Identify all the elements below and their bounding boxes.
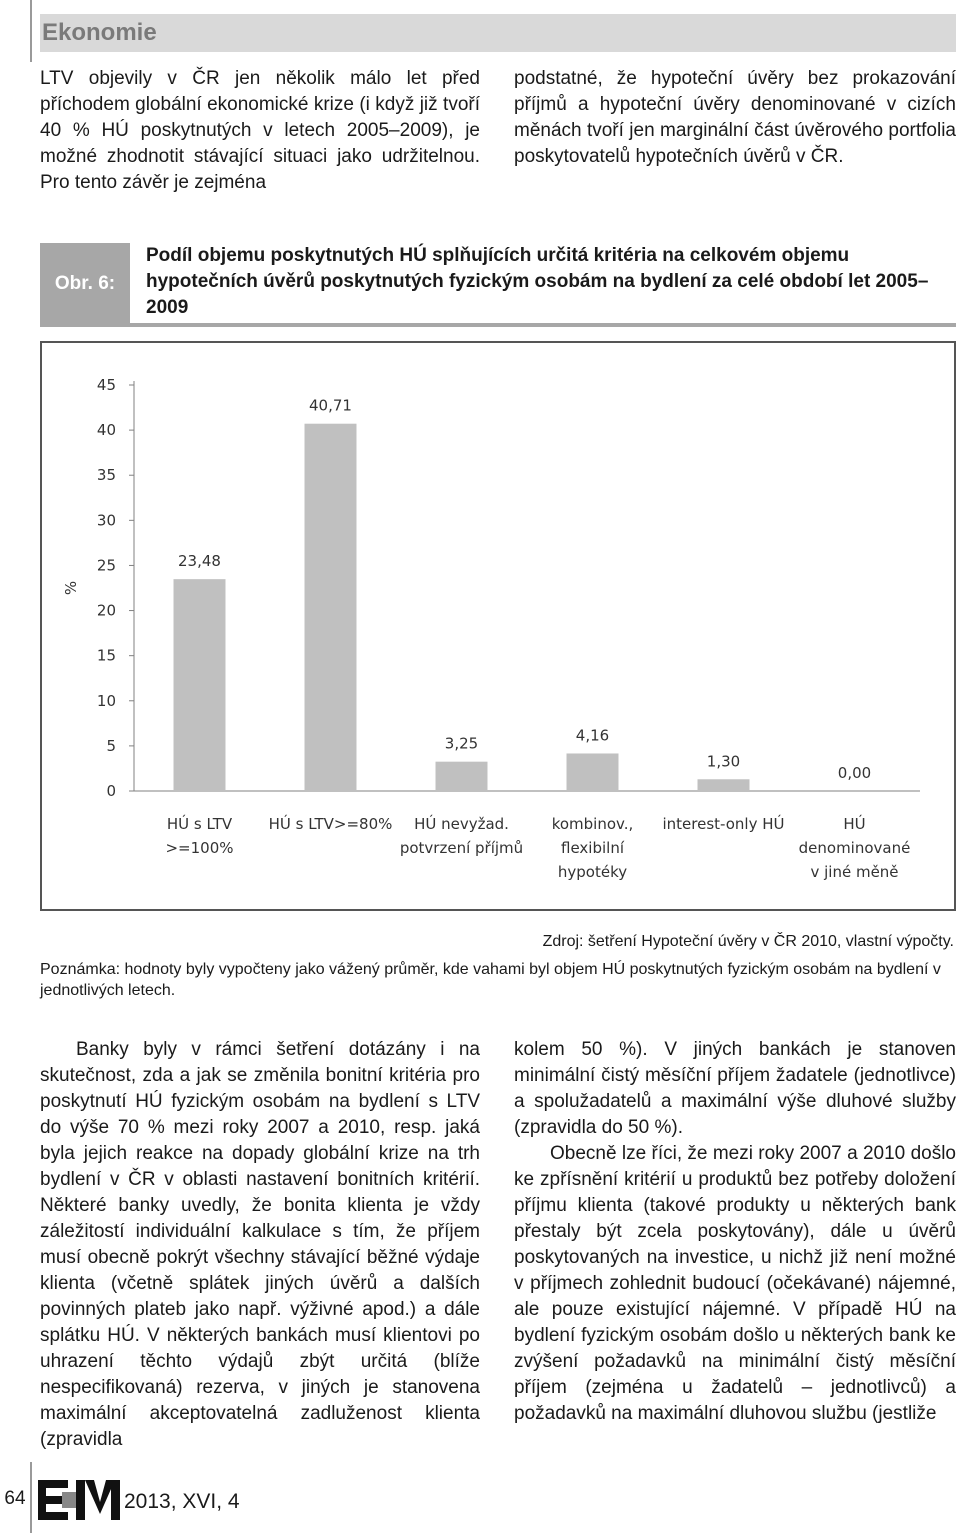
category-label: HÚ	[843, 815, 866, 833]
footer-bar	[30, 1462, 32, 1533]
y-tick-label: 15	[96, 646, 116, 665]
figure-source: Zdroj: šetření Hypoteční úvěry v ČR 2010, vlastní výpočty.	[542, 933, 954, 950]
bar-5	[698, 779, 750, 791]
y-tick-label: 25	[96, 556, 116, 575]
y-tick-label: 20	[96, 601, 116, 620]
category-label: kombinov.,	[551, 815, 634, 833]
y-tick-label: 30	[96, 511, 116, 530]
category-label: HÚ s LTV	[166, 815, 233, 833]
y-axis-label: %	[62, 580, 80, 596]
category-label: hypotéky	[557, 863, 628, 881]
y-tick-label: 10	[96, 691, 116, 710]
page-number: 64	[4, 1488, 26, 1509]
chart-frame	[40, 341, 956, 911]
issue-info: 2013, XVI, 4	[124, 1490, 240, 1513]
category-label: flexibilní	[561, 839, 624, 857]
figure-rule	[40, 323, 956, 327]
figure-note: Poznámka: hodnoty byly vypočteny jako vážený průměr, kde vahami byl objem HÚ poskytnutých fyzickým osobám na bydlení v jednotlivých letech.	[40, 961, 941, 999]
em-logo	[36, 1478, 122, 1522]
y-tick-label: 35	[96, 466, 116, 485]
bar-2	[305, 424, 357, 791]
section-title: Ekonomie	[40, 14, 956, 52]
category-label: potvrzení příjmů	[399, 839, 524, 857]
bar-4	[567, 753, 619, 791]
bar-value-label: 40,71	[309, 396, 352, 415]
bar-1	[174, 579, 226, 791]
bottom-right-paragraph-1: kolem 50 %). V jiných bankách je stanoven minimální čistý měsíční příjem žadatele (jednotlivce) a spolužadatelů a maximální výše dluhové služby (zpravidla do 50 %).	[514, 1039, 956, 1138]
bar-chart	[42, 343, 954, 909]
y-tick-label: 5	[106, 736, 116, 755]
top-right-text: podstatné, že hypoteční úvěry bez prokazování příjmů a hypoteční úvěry denominované v cizích měnách tvoří jen marginální část úvěrového portfolia poskytovatelů hypotečních úvěrů v ČR.	[514, 68, 956, 167]
category-label: v jiné měně	[810, 863, 899, 881]
category-label: HÚ nevyžad.	[414, 815, 509, 833]
bottom-right-column	[514, 1037, 956, 1427]
category-label: HÚ s LTV>=80%	[268, 815, 393, 833]
y-tick-label: 45	[96, 376, 116, 394]
bottom-right-paragraph-2: Obecně lze říci, že mezi roky 2007 a 2010 došlo ke zpřísnění kritérií u produktů bez potřeby doložení příjmu klienta (takové produkty u některých bank přestaly být zcela poskytovány), dále u úvěrů poskytovaných na investice, u nichž již není možné v příjmech zohlednit budoucí (očekávané) nájemné, ale pouze existující nájemné. V případě HÚ na bydlení fyzickým osobám došlo u některých bank ke zvýšení požadavků na minimální čistý měsíční příjem (zejména u žadatelů – jednotlivců) a požadavků na maximální dluhovou službu (jestliže	[514, 1143, 956, 1424]
y-tick-label: 40	[96, 421, 116, 440]
bar-value-label: 3,25	[444, 734, 479, 753]
y-tick-label: 0	[106, 782, 116, 800]
category-label: denominované	[798, 839, 911, 857]
figure-label: Obr. 6:	[40, 243, 130, 325]
bar-value-label: 0,00	[837, 764, 872, 782]
bar-value-label: 4,16	[575, 726, 610, 745]
bar-value-label: 23,48	[178, 552, 221, 571]
section-bar	[30, 0, 32, 62]
top-left-text: LTV objevily v ČR jen několik málo let před příchodem globální ekonomické krize (i když již tvoří 40 % HÚ poskytnutých v letech 2005–2009), je možné zhodnotit stávající situaci jako udržitelnou. Pro tento závěr je zejména	[40, 68, 480, 193]
bottom-left-paragraph: Banky byly v rámci šetření dotázány i na skutečnost, zda a jak se změnila bonitní kritéria pro poskytnutí HÚ fyzickým osobám na bydlení s LTV do výše 70 % mezi roky 2007 a 2010, resp. jaká byla jejich reakce na dopady globální krize na trh bydlení v ČR v oblasti nastavení bonitních kritérií. Některé banky uvedly, že bonita klienta je vždy záležitostí individuální kalkulace s tím, že příjem musí obecně pokrýt všechny stávající běžné výdaje klienta (včetně splátek jiných úvěrů a dalších povinných plateb jako např. výživné apod.) a dále splátku HÚ. V některých bankách musí klientovi po uhrazení těchto výdajů zbýt určitá (blíže nespecifikovaná) rezerva, v jiných je stanovena maximální akceptovatelná zadluženost klienta (zpravidla	[40, 1039, 480, 1450]
bar-value-label: 1,30	[706, 752, 741, 771]
category-label: interest-only HÚ	[662, 815, 785, 833]
top-left-column	[40, 66, 480, 196]
bottom-left-column	[40, 1037, 480, 1453]
bar-3	[436, 762, 488, 791]
top-right-column	[514, 66, 956, 170]
category-label: >=100%	[165, 839, 234, 857]
figure-caption: Podíl objemu poskytnutých HÚ splňujících určitá kritéria na celkovém objemu hypotečních úvěrů poskytnutých fyzickým osobám na bydlení za celé období let 2005–2009	[146, 245, 929, 318]
